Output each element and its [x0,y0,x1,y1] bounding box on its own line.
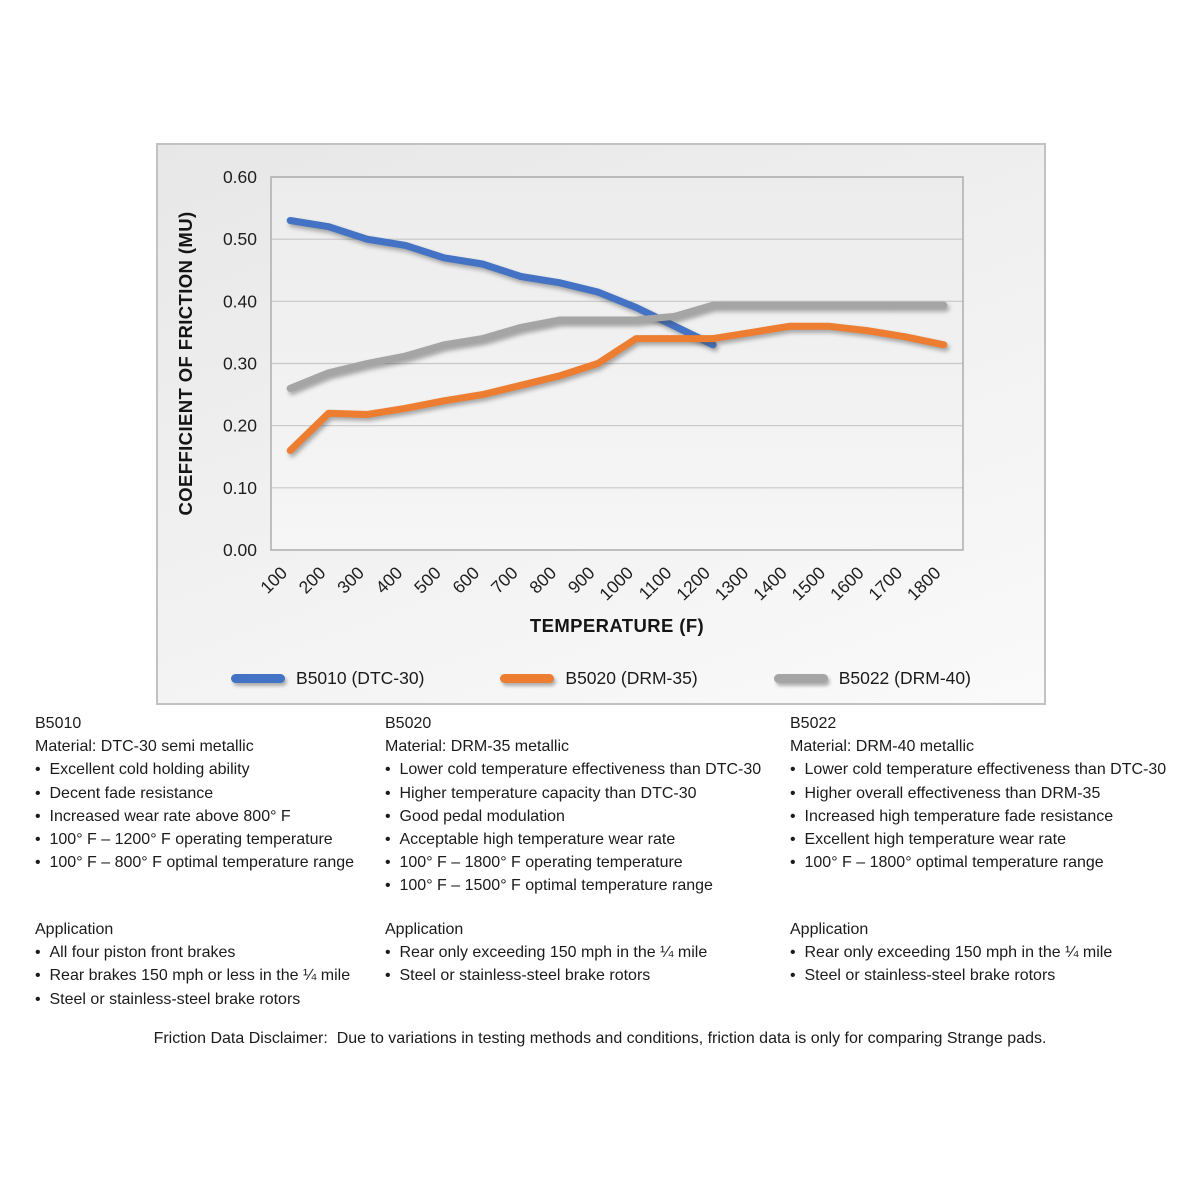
x-axis-tick-label: 700 [486,562,522,598]
legend-line-swatch [500,674,554,683]
legend-item [231,668,424,689]
pad-feature-bullet: • 100° F – 1800° F operating temperature [385,851,785,874]
pad-feature-bullet: • Increased wear rate above 800° F [35,805,383,828]
pad-material: Material: DRM-40 metallic [790,738,975,756]
pad-feature-bullet: • 100° F – 1200° F operating temperature [35,828,383,851]
pad-application-b5020 [385,918,785,988]
friction-chart-card [156,143,1046,705]
x-axis-tick-label: 1200 [672,562,714,605]
application-heading: Application [385,921,464,938]
application-bullet: • Steel or stainless-steel brake rotors [35,988,383,1011]
x-axis-tick-label: 300 [333,562,368,598]
legend-label: B5020 (DRM-35) [565,668,698,688]
y-axis-tick-label: 0.60 [222,167,257,187]
pad-feature-bullet: • Excellent high temperature wear rate [790,828,1195,851]
pad-info-b5022 [790,712,1195,874]
x-axis-tick-label: 1400 [749,562,791,605]
x-axis-tick-label: 1000 [595,562,638,605]
x-axis-tick-label: 1100 [634,562,676,604]
x-axis-tick-label: 1500 [787,562,830,605]
pad-feature-bullet: • 100° F – 1800° optimal temperature range [790,851,1195,874]
x-axis-tick-label: 400 [371,562,407,598]
legend-label: B5010 (DTC-30) [296,668,425,688]
y-axis-tick-label: 0.10 [222,477,257,498]
pad-info-b5010 [35,712,383,874]
pad-model-heading: B5022 [790,715,837,732]
pad-feature-bullet: • 100° F – 1500° F optimal temperature range [385,874,785,897]
pad-feature-bullet: • Good pedal modulation [385,805,785,828]
x-axis-title: TEMPERATURE (F) [529,615,705,636]
pad-model-heading: B5010 [35,715,82,732]
y-axis-tick-label: 0.50 [222,229,257,250]
y-axis-tick-label: 0.20 [222,415,257,436]
legend-item [774,668,971,689]
y-axis-tick-label: 0.40 [222,291,257,312]
x-axis-tick-label: 200 [294,562,330,598]
pad-feature-bullet: • Excellent cold holding ability [35,758,383,781]
pad-feature-bullet: • Higher overall effectiveness than DRM-35 [790,782,1195,805]
y-axis-tick-label: 0.00 [222,540,257,560]
pad-feature-bullet: • Higher temperature capacity than DTC-30 [385,782,785,805]
pad-material: Material: DRM-35 metallic [385,738,570,756]
y-axis-tick-label: 0.30 [222,353,257,374]
legend-line-swatch [774,674,828,683]
x-axis-tick-label: 1600 [826,562,868,605]
legend-item [500,668,697,689]
pad-info-b5020 [385,712,785,898]
pad-feature-bullet: • Decent fade resistance [35,782,383,805]
pad-material: Material: DTC-30 semi metallic [35,738,254,756]
legend-line-swatch [231,674,285,683]
application-heading: Application [790,921,869,938]
pad-feature-bullet: • Increased high temperature fade resistance [790,805,1195,828]
x-axis-tick-label: 900 [563,562,599,598]
x-axis-tick-label: 1700 [864,562,907,605]
application-bullet: • Rear brakes 150 mph or less in the ¼ mile [35,964,383,987]
pad-feature-bullet: • 100° F – 800° F optimal temperature range [35,851,383,874]
application-bullet: • Steel or stainless-steel brake rotors [385,964,785,987]
y-axis-title: COEFFICIENT OF FRICTION (MU) [175,211,196,516]
pad-feature-bullet: • Lower cold temperature effectiveness than DTC-30 [790,758,1195,781]
x-axis-tick-label: 1300 [710,562,753,605]
chart-legend [158,668,1044,689]
x-axis-tick-label: 1800 [902,562,945,605]
application-bullet: • Rear only exceeding 150 mph in the ¼ mile [385,941,785,964]
friction-line-chart [158,145,1044,703]
application-heading: Application [35,921,114,938]
x-axis-tick-label: 800 [525,562,561,598]
legend-label: B5022 (DRM-40) [838,668,971,688]
pad-application-b5010 [35,918,383,1011]
pad-application-b5022 [790,918,1195,988]
pad-feature-bullet: • Lower cold temperature effectiveness than DTC-30 [385,758,785,781]
x-axis-tick-label: 100 [256,562,292,598]
friction-disclaimer: Friction Data Disclaimer: Due to variations in testing methods and conditions, friction data is only for comparing Strange pads. [153,1030,1047,1047]
pad-model-heading: B5020 [385,715,432,732]
x-axis-tick-label: 500 [410,562,445,598]
pad-feature-bullet: • Acceptable high temperature wear rate [385,828,785,851]
application-bullet: • All four piston front brakes [35,941,383,964]
application-bullet: • Steel or stainless-steel brake rotors [790,964,1195,987]
application-bullet: • Rear only exceeding 150 mph in the ¼ mile [790,941,1195,964]
x-axis-tick-label: 600 [448,562,484,598]
